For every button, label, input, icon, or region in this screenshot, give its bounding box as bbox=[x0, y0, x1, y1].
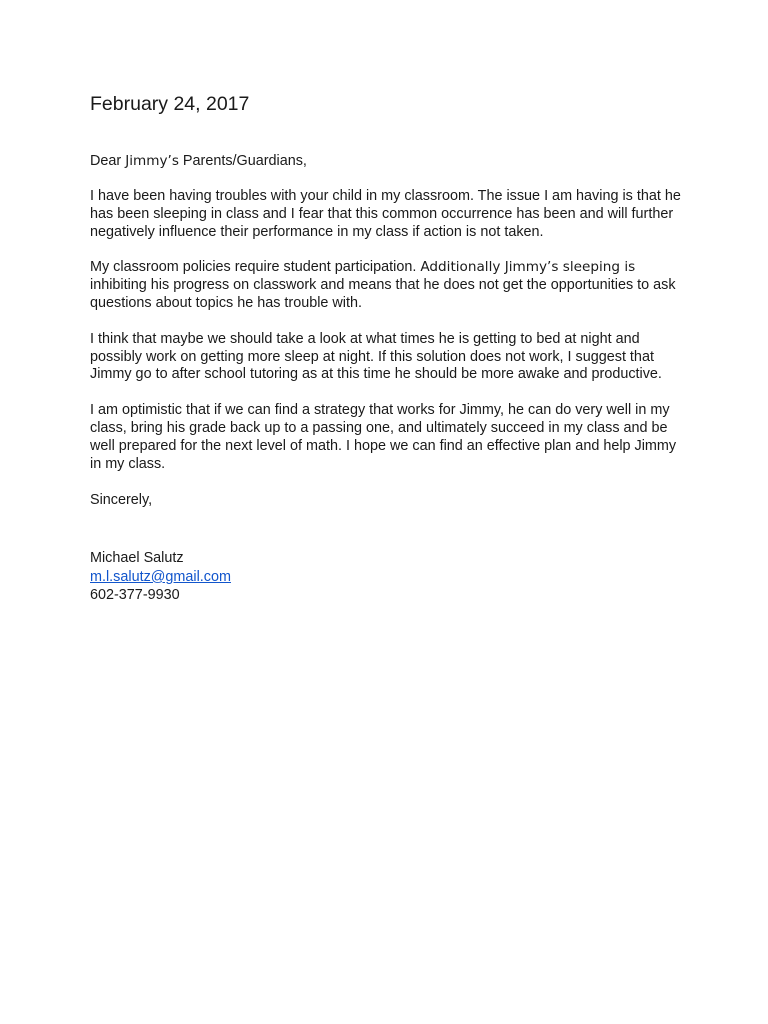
paragraph-3: I think that maybe we should take a look at what times he is getting to bed at night and possibly work on getting more sleep at night. If this solution does not work, I suggest that Jimmy go to after school tutoring as at this time he should be more awake and productive. bbox=[90, 330, 662, 383]
salutation-name: Jimmy’s bbox=[125, 153, 179, 169]
signature-block bbox=[90, 549, 690, 605]
signature-phone: 602-377-9930 bbox=[90, 587, 180, 604]
paragraph-4: I am optimistic that if we can find a strategy that works for Jimmy, he can do very well in my class, bring his grade back up to a passing one, and ultimately succeed in my class and be well prepared for the next level of math. I hope we can find an effective plan and help Jimmy in my class. bbox=[90, 402, 677, 472]
paragraph-2-end: inhibiting his progress on classwork and means that he does not get the opportunities to ask questions about topics he has trouble with. bbox=[90, 277, 676, 311]
closing: Sincerely, bbox=[90, 492, 153, 509]
letter-date: February 24, 2017 bbox=[90, 93, 250, 115]
paragraph-1: I have been having troubles with your child in my classroom. The issue I am having is that he has been sleeping in class and I fear that this common occurrence has been and will further negatively influence their performance in my class if action is not taken. bbox=[90, 188, 681, 240]
paragraph-2 bbox=[90, 259, 690, 312]
salutation-suffix: Parents/Guardians, bbox=[178, 153, 307, 169]
signature-name: Michael Salutz bbox=[90, 550, 184, 567]
letter-body bbox=[90, 92, 690, 605]
salutation bbox=[90, 152, 690, 170]
paragraph-2-start: My classroom policies require student participation. bbox=[90, 259, 421, 276]
salutation-prefix: Dear bbox=[90, 153, 126, 169]
signature-email-link[interactable]: m.l.salutz@gmail.com bbox=[90, 568, 231, 585]
paragraph-2-alt: Additionally Jimmy’s sleeping is bbox=[420, 259, 636, 276]
